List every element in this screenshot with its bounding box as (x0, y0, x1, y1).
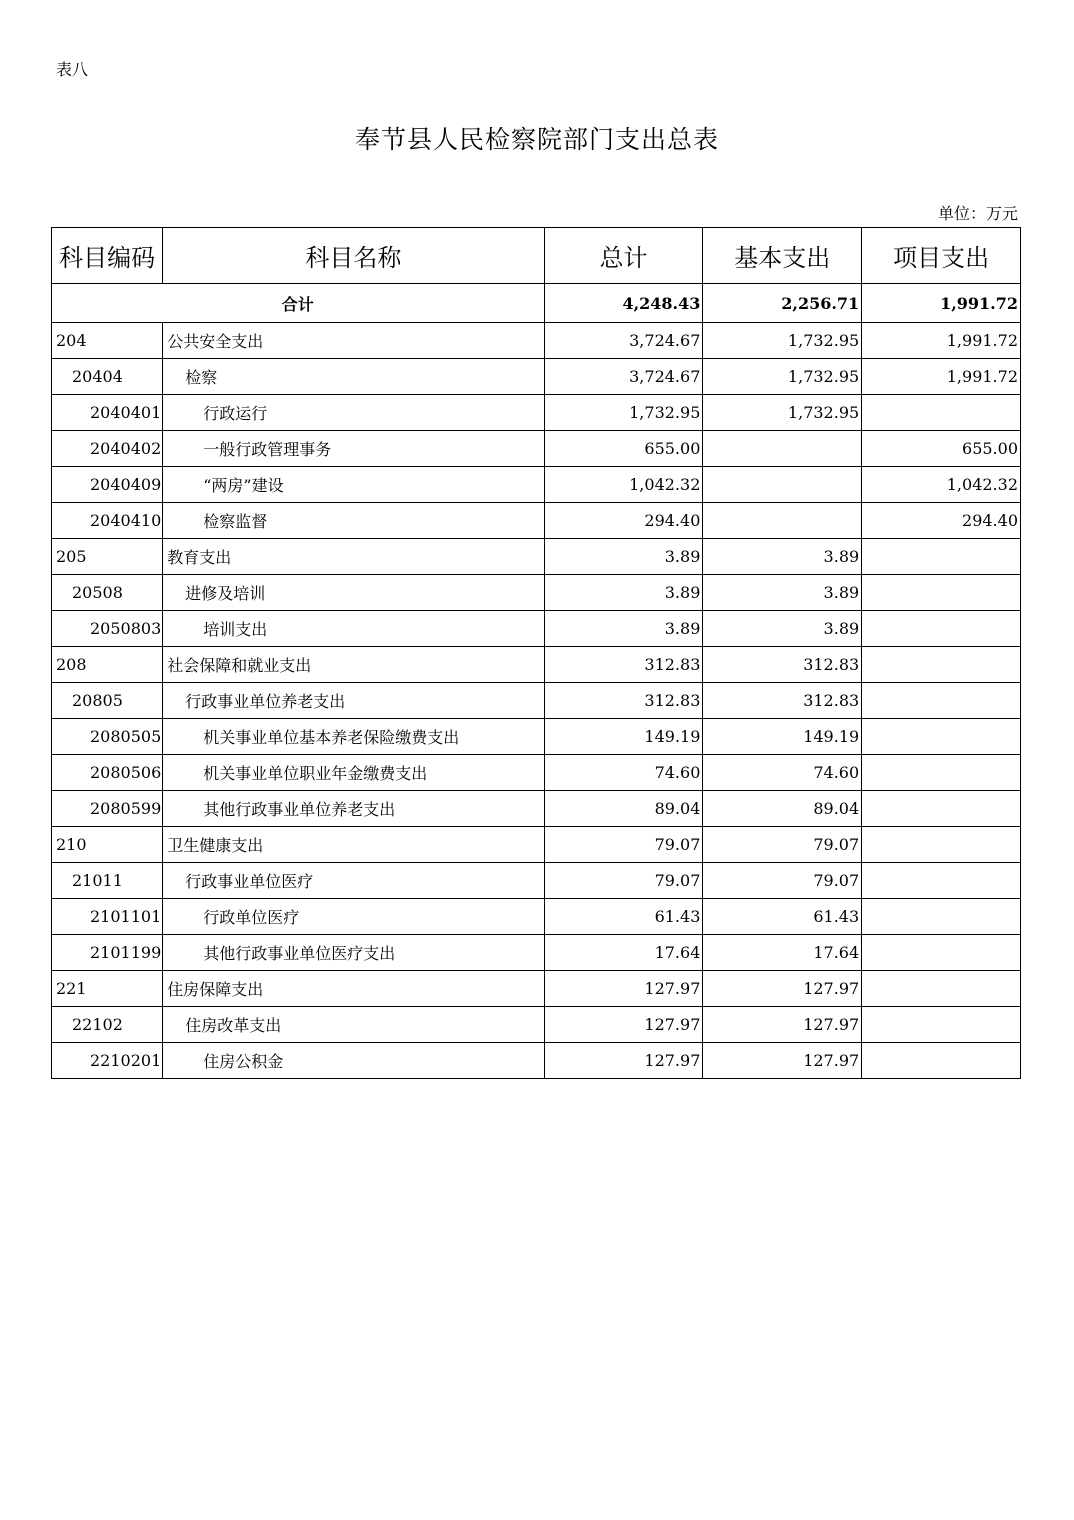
table-row (52, 647, 1021, 683)
cell-total: 312.83 (544, 647, 703, 683)
cell-basic: 79.07 (703, 863, 862, 899)
table-row (52, 539, 1021, 575)
cell-name: 住房保障支出 (163, 971, 544, 1007)
cell-code: 20508 (52, 575, 163, 611)
table-row (52, 899, 1021, 935)
header-name: 科目名称 (163, 228, 544, 284)
cell-basic: 17.64 (703, 935, 862, 971)
expenditure-table (51, 227, 1021, 1079)
table-row (52, 935, 1021, 971)
cell-name: 检察监督 (163, 503, 544, 539)
cell-name: 公共安全支出 (163, 323, 544, 359)
cell-code: 2080506 (52, 755, 163, 791)
cell-name: 行政运行 (163, 395, 544, 431)
cell-basic: 127.97 (703, 1007, 862, 1043)
cell-code: 2050803 (52, 611, 163, 647)
cell-name: “两房”建设 (163, 467, 544, 503)
cell-basic (703, 431, 862, 467)
cell-basic: 1,732.95 (703, 359, 862, 395)
cell-name: 行政事业单位医疗 (163, 863, 544, 899)
cell-total: 74.60 (544, 755, 703, 791)
header-basic: 基本支出 (703, 228, 862, 284)
total-label: 合计 (52, 284, 545, 323)
cell-code: 208 (52, 647, 163, 683)
cell-total: 3,724.67 (544, 359, 703, 395)
table-row (52, 719, 1021, 755)
cell-name: 机关事业单位基本养老保险缴费支出 (163, 719, 544, 755)
cell-basic: 149.19 (703, 719, 862, 755)
table-row (52, 683, 1021, 719)
cell-name: 住房公积金 (163, 1043, 544, 1079)
cell-project: 1,042.32 (862, 467, 1021, 503)
cell-project (862, 395, 1021, 431)
cell-basic: 3.89 (703, 611, 862, 647)
cell-code: 2080505 (52, 719, 163, 755)
table-row (52, 1007, 1021, 1043)
cell-name: 机关事业单位职业年金缴费支出 (163, 755, 544, 791)
cell-total: 79.07 (544, 863, 703, 899)
cell-name: 检察 (163, 359, 544, 395)
cell-name: 其他行政事业单位医疗支出 (163, 935, 544, 971)
cell-project (862, 827, 1021, 863)
total-basic-amount: 2,256.71 (703, 284, 862, 323)
cell-code: 2040401 (52, 395, 163, 431)
cell-code: 2040402 (52, 431, 163, 467)
cell-project (862, 791, 1021, 827)
cell-code: 210 (52, 827, 163, 863)
cell-code: 221 (52, 971, 163, 1007)
cell-basic: 89.04 (703, 791, 862, 827)
cell-total: 3,724.67 (544, 323, 703, 359)
cell-project (862, 611, 1021, 647)
cell-project (862, 755, 1021, 791)
cell-name: 培训支出 (163, 611, 544, 647)
table-row (52, 395, 1021, 431)
cell-project (862, 1007, 1021, 1043)
cell-code: 2101101 (52, 899, 163, 935)
cell-project (862, 575, 1021, 611)
cell-basic (703, 503, 862, 539)
cell-code: 20805 (52, 683, 163, 719)
cell-name: 教育支出 (163, 539, 544, 575)
cell-total: 89.04 (544, 791, 703, 827)
cell-total: 1,042.32 (544, 467, 703, 503)
cell-total: 127.97 (544, 1007, 703, 1043)
cell-basic: 79.07 (703, 827, 862, 863)
table-row (52, 359, 1021, 395)
cell-name: 一般行政管理事务 (163, 431, 544, 467)
cell-total: 312.83 (544, 683, 703, 719)
cell-code: 22102 (52, 1007, 163, 1043)
cell-code: 2080599 (52, 791, 163, 827)
cell-basic: 61.43 (703, 899, 862, 935)
cell-basic: 312.83 (703, 683, 862, 719)
table-row (52, 503, 1021, 539)
cell-name: 进修及培训 (163, 575, 544, 611)
cell-total: 127.97 (544, 1043, 703, 1079)
cell-total: 79.07 (544, 827, 703, 863)
cell-code: 20404 (52, 359, 163, 395)
total-row (52, 284, 1021, 323)
header-code: 科目编码 (52, 228, 163, 284)
cell-name: 行政单位医疗 (163, 899, 544, 935)
table-row (52, 1043, 1021, 1079)
page-title: 奉节县人民检察院部门支出总表 (354, 125, 719, 154)
total-amount: 4,248.43 (544, 284, 703, 323)
cell-project (862, 971, 1021, 1007)
table-row (52, 575, 1021, 611)
cell-basic: 74.60 (703, 755, 862, 791)
cell-basic: 1,732.95 (703, 323, 862, 359)
table-row (52, 323, 1021, 359)
table-row (52, 791, 1021, 827)
cell-code: 21011 (52, 863, 163, 899)
header-project: 项目支出 (862, 228, 1021, 284)
cell-project (862, 863, 1021, 899)
cell-total: 127.97 (544, 971, 703, 1007)
table-row (52, 611, 1021, 647)
table-row (52, 431, 1021, 467)
cell-total: 1,732.95 (544, 395, 703, 431)
cell-total: 3.89 (544, 539, 703, 575)
total-project-amount: 1,991.72 (862, 284, 1021, 323)
cell-project (862, 1043, 1021, 1079)
cell-total: 294.40 (544, 503, 703, 539)
cell-basic: 312.83 (703, 647, 862, 683)
header-row (52, 228, 1021, 284)
cell-name: 社会保障和就业支出 (163, 647, 544, 683)
table-row (52, 467, 1021, 503)
cell-total: 3.89 (544, 611, 703, 647)
header-total: 总计 (544, 228, 703, 284)
cell-basic: 127.97 (703, 971, 862, 1007)
cell-code: 2101199 (52, 935, 163, 971)
cell-project: 655.00 (862, 431, 1021, 467)
cell-code: 205 (52, 539, 163, 575)
cell-project: 1,991.72 (862, 359, 1021, 395)
cell-basic: 3.89 (703, 539, 862, 575)
cell-basic: 127.97 (703, 1043, 862, 1079)
unit-label: 单位：万元 (937, 204, 1018, 223)
cell-code: 204 (52, 323, 163, 359)
cell-name: 住房改革支出 (163, 1007, 544, 1043)
cell-total: 3.89 (544, 575, 703, 611)
cell-project (862, 683, 1021, 719)
table-number: 表八 (56, 60, 89, 79)
cell-project (862, 539, 1021, 575)
cell-name: 行政事业单位养老支出 (163, 683, 544, 719)
cell-basic (703, 467, 862, 503)
table-row (52, 827, 1021, 863)
cell-total: 61.43 (544, 899, 703, 935)
cell-project (862, 719, 1021, 755)
cell-code: 2040410 (52, 503, 163, 539)
cell-project: 294.40 (862, 503, 1021, 539)
cell-name: 其他行政事业单位养老支出 (163, 791, 544, 827)
cell-total: 655.00 (544, 431, 703, 467)
cell-project: 1,991.72 (862, 323, 1021, 359)
cell-total: 17.64 (544, 935, 703, 971)
cell-total: 149.19 (544, 719, 703, 755)
cell-code: 2210201 (52, 1043, 163, 1079)
cell-code: 2040409 (52, 467, 163, 503)
table-row (52, 971, 1021, 1007)
cell-project (862, 899, 1021, 935)
cell-project (862, 935, 1021, 971)
table-row (52, 863, 1021, 899)
cell-basic: 3.89 (703, 575, 862, 611)
cell-project (862, 647, 1021, 683)
cell-basic: 1,732.95 (703, 395, 862, 431)
cell-name: 卫生健康支出 (163, 827, 544, 863)
table-row (52, 755, 1021, 791)
